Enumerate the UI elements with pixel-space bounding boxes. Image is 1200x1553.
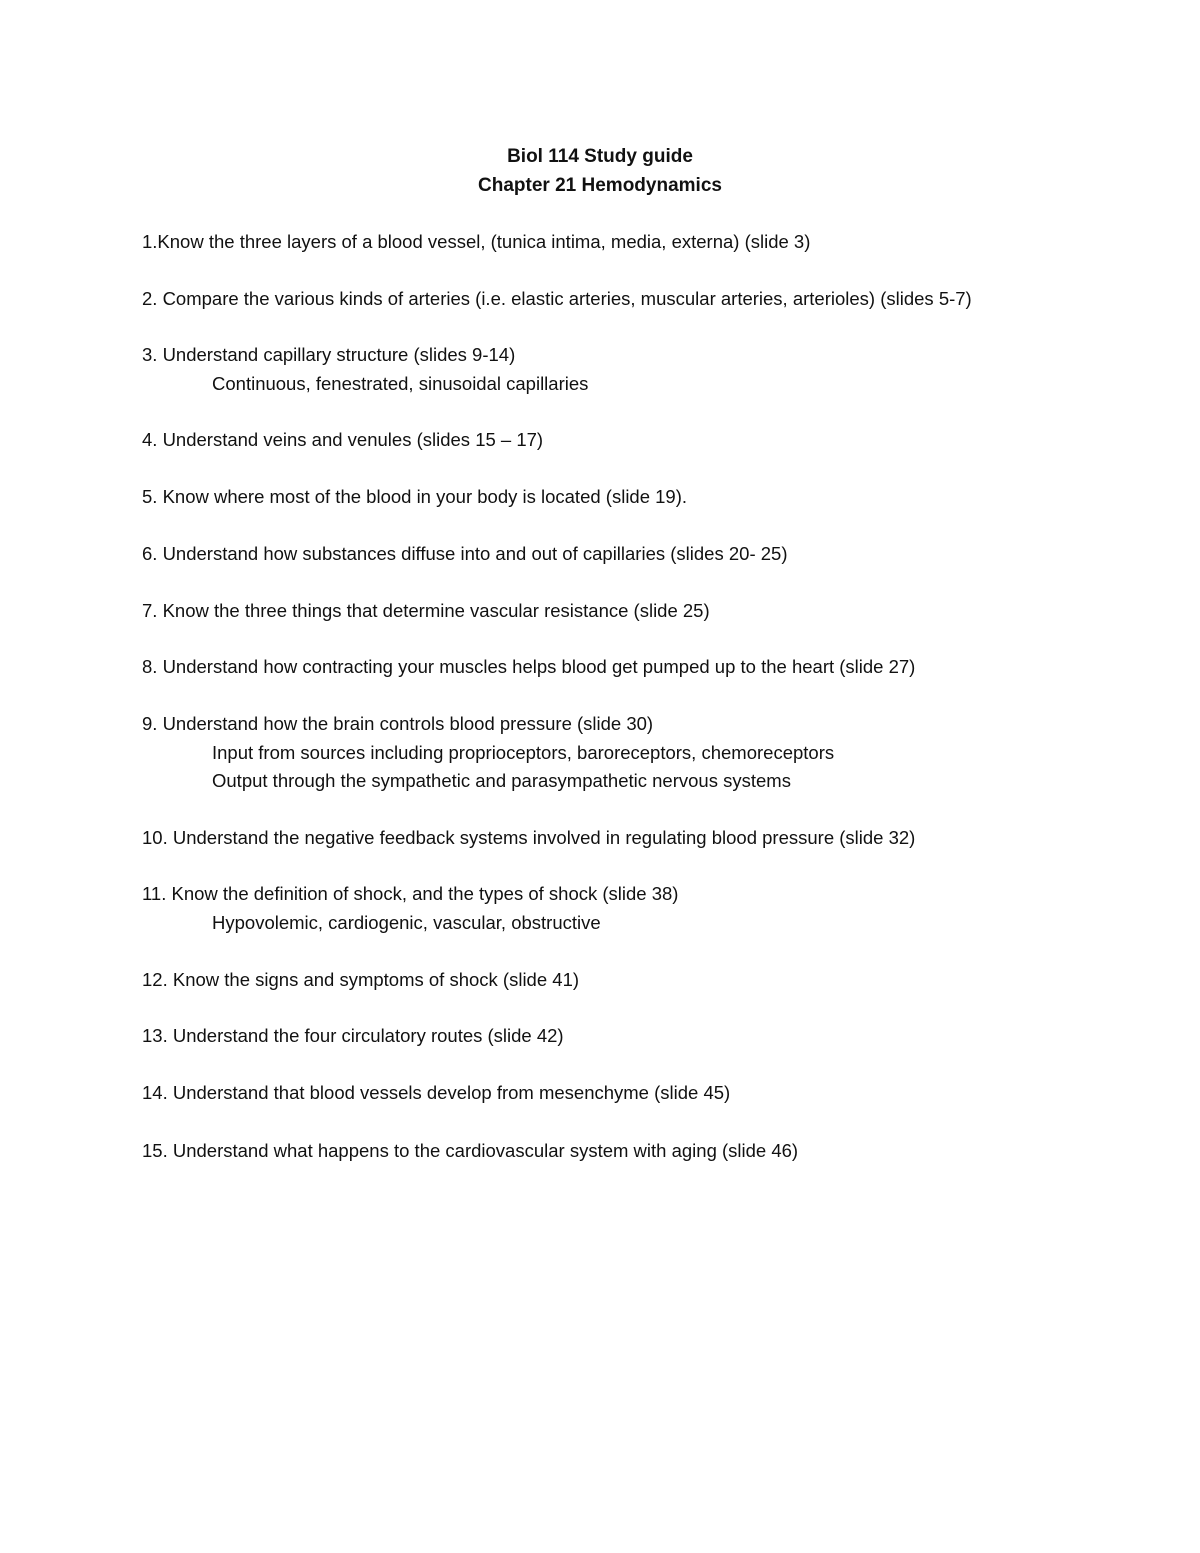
study-item-15 xyxy=(142,1137,1142,1166)
study-item-text: 11. Know the definition of shock, and the types of shock (slide 38) xyxy=(142,883,679,904)
study-item-9 xyxy=(142,710,1142,796)
study-item-text: 4. Understand veins and venules (slides 15 – 17) xyxy=(142,429,544,450)
study-item-text: 15. Understand what happens to the cardiovascular system with aging (slide 46) xyxy=(142,1140,799,1161)
study-item-10 xyxy=(142,824,1142,853)
chapter-title: Chapter 21 Hemodynamics xyxy=(478,175,722,196)
study-item-5 xyxy=(142,483,1142,512)
study-item-text: 13. Understand the four circulatory routes (slide 42) xyxy=(142,1025,564,1046)
study-item-6 xyxy=(142,540,1142,569)
study-item-7 xyxy=(142,597,1142,626)
study-item-text: 9. Understand how the brain controls blood pressure (slide 30) xyxy=(142,713,654,734)
study-item-14 xyxy=(142,1079,1142,1108)
study-item-4 xyxy=(142,426,1142,455)
study-item-12 xyxy=(142,966,1142,995)
study-item-text: 14. Understand that blood vessels develop from mesenchyme (slide 45) xyxy=(142,1082,731,1103)
study-item-text: 1.Know the three layers of a blood vessel, (tunica intima, media, externa) (slide 3) xyxy=(142,231,811,252)
study-item-text: 3. Understand capillary structure (slides 9-14) xyxy=(142,344,516,365)
study-item-text: 12. Know the signs and symptoms of shock (slide 41) xyxy=(142,969,580,990)
study-item-text: 2. Compare the various kinds of arteries (i.e. elastic arteries, muscular arteries, arterioles) (slides 5-7) xyxy=(142,288,972,309)
document-header xyxy=(0,142,1200,200)
study-item-2 xyxy=(142,285,1142,314)
study-item-text: 7. Know the three things that determine vascular resistance (slide 25) xyxy=(142,600,710,621)
study-item-8 xyxy=(142,653,1142,682)
study-subitem: Input from sources including proprioceptors, baroreceptors, chemoreceptors xyxy=(212,741,835,763)
study-subitem: Output through the sympathetic and parasympathetic nervous systems xyxy=(212,770,791,791)
study-item-text: 6. Understand how substances diffuse into and out of capillaries (slides 20- 25) xyxy=(142,543,788,564)
study-item-text: 10. Understand the negative feedback systems involved in regulating blood pressure (slide 32) xyxy=(142,827,916,848)
study-item-11 xyxy=(142,880,1142,937)
study-subitem: Hypovolemic, cardiogenic, vascular, obstructive xyxy=(212,911,601,933)
study-item-1 xyxy=(142,228,1142,257)
study-subitem: Continuous, fenestrated, sinusoidal capillaries xyxy=(212,372,589,394)
study-item-text: 8. Understand how contracting your muscles helps blood get pumped up to the heart (slide 27) xyxy=(142,656,916,677)
study-item-13 xyxy=(142,1022,1142,1051)
study-item-text: 5. Know where most of the blood in your body is located (slide 19). xyxy=(142,486,688,507)
course-title: Biol 114 Study guide xyxy=(507,146,693,167)
study-item-3 xyxy=(142,341,1142,398)
